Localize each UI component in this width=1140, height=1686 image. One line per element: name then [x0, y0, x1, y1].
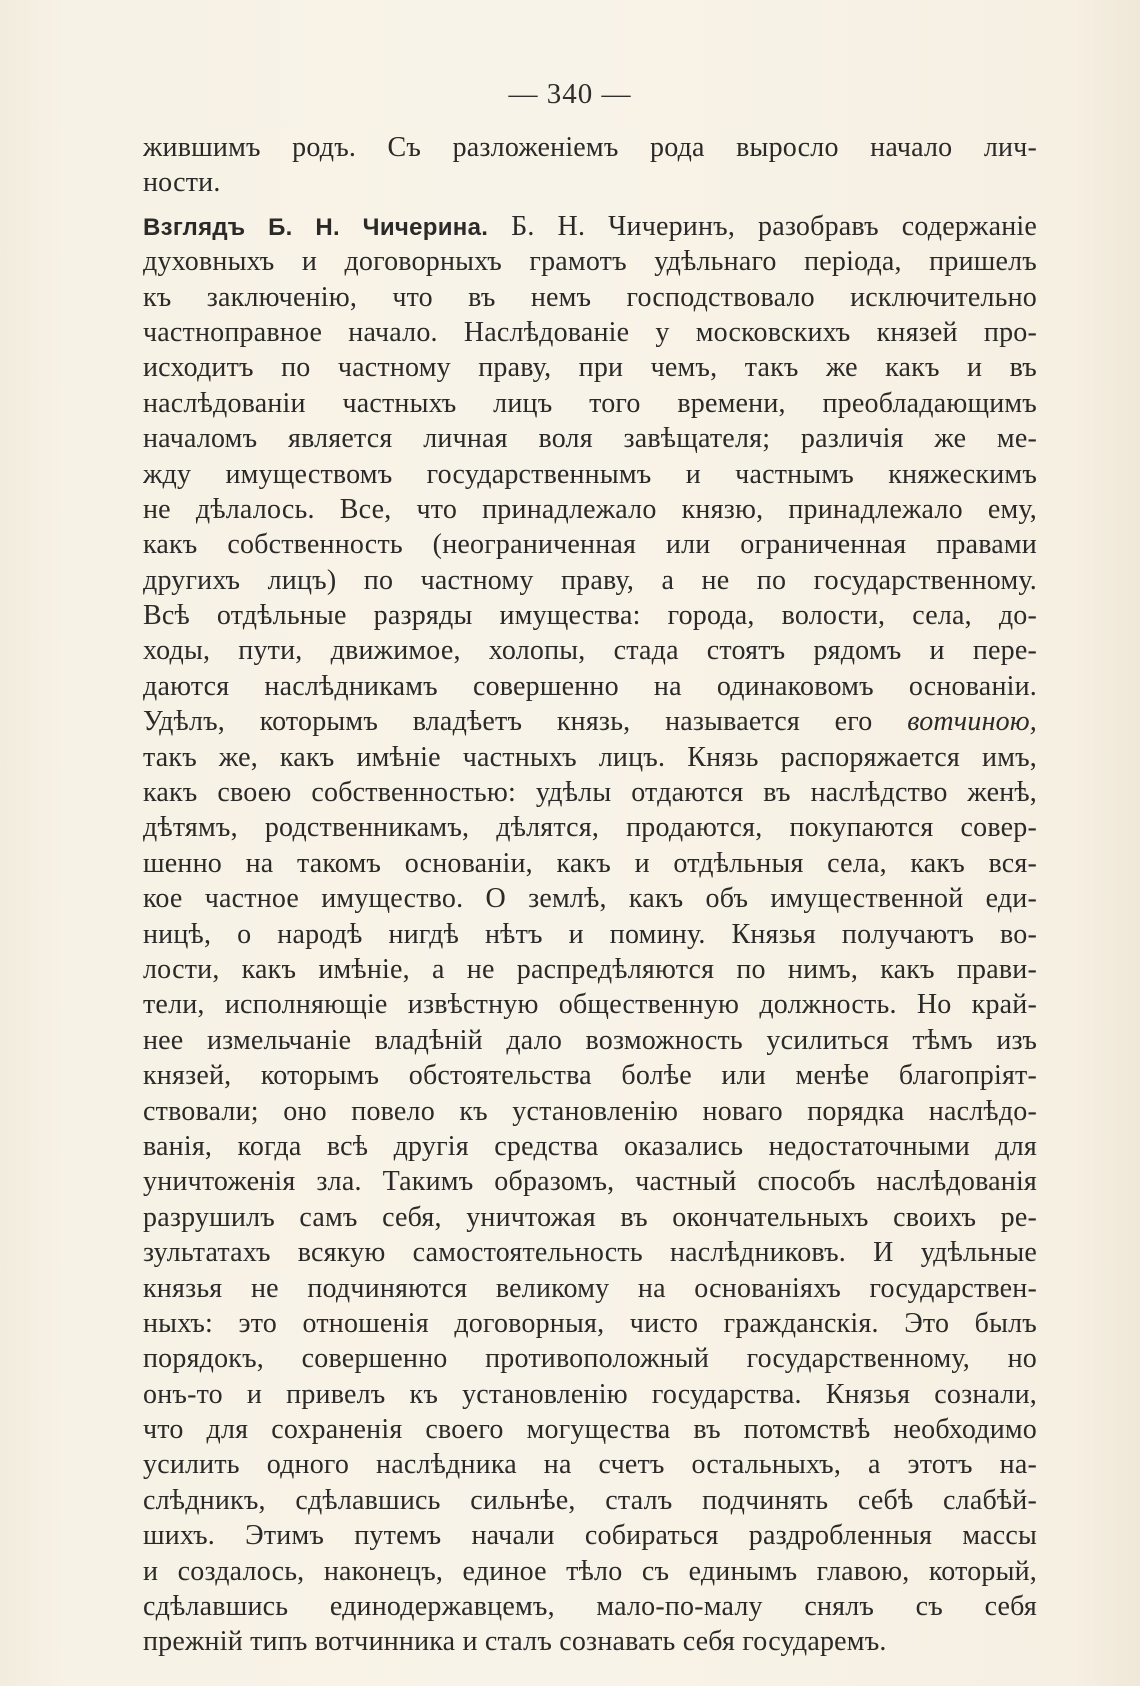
- text-line: даются наслѣдникамъ совершенно на одинаковомъ основаніи.: [143, 670, 1037, 702]
- text-line: и создалось, наконецъ, единое тѣло съ единымъ главою, который,: [143, 1555, 1037, 1587]
- text-line: исходитъ по частному праву, при чемъ, такъ же какъ и въ: [143, 352, 1037, 384]
- text-line: князей, которымъ обстоятельства болѣе или менѣе благопріят-: [143, 1060, 1037, 1092]
- text-line: уничтоженія зла. Такимъ образомъ, частный способъ наслѣдованія: [143, 1166, 1037, 1198]
- text-line: наслѣдованіи частныхъ лицъ того времени, преобладающимъ: [143, 387, 1037, 419]
- first-line-rest: Б. Н. Чичеринъ, разобравъ содержаніе: [511, 210, 1037, 242]
- text-line: нее измельчаніе владѣній дало возможность усилиться тѣмъ изъ: [143, 1024, 1037, 1056]
- emphasized-word: вотчиною,: [907, 706, 1037, 738]
- text-line: ствовали; оно повело къ установленію новаго порядка наслѣдо-: [143, 1095, 1037, 1127]
- line-text: Удѣлъ, которымъ владѣетъ князь, называется его: [143, 706, 873, 738]
- text-line: жившимъ родъ. Съ разложеніемъ рода выросло начало лич-: [143, 132, 1037, 163]
- text-line: ванія, когда всѣ другія средства оказались недостаточными для: [143, 1130, 1037, 1162]
- text-line: жду имуществомъ государственнымъ и частнымъ княжескимъ: [143, 458, 1037, 490]
- text-line: князья не подчиняются великому на основаніяхъ государствен-: [143, 1272, 1037, 1304]
- text-line: духовныхъ и договорныхъ грамотъ удѣльнаго періода, пришелъ: [143, 246, 1037, 278]
- run-in-heading: Взглядъ Б. Н. Чичерина.: [143, 213, 489, 241]
- text-line: ности.: [143, 167, 221, 199]
- text-line: шенно на такомъ основаніи, какъ и отдѣльныя села, какъ вся-: [143, 847, 1037, 879]
- text-line: порядокъ, совершенно противоположный государственному, но: [143, 1343, 1037, 1375]
- text-line: онъ-то и привелъ къ установленію государства. Князья сознали,: [143, 1378, 1037, 1410]
- paragraph-1: [143, 130, 1037, 201]
- text-line: ницѣ, о народѣ нигдѣ нѣтъ и помину. Князья получаютъ во-: [143, 918, 1037, 950]
- text-line: тели, исполняющіе извѣстную общественную должность. Но край-: [143, 989, 1037, 1021]
- text-line: разрушилъ самъ себя, уничтожая въ окончательныхъ своихъ ре-: [143, 1201, 1037, 1233]
- text-line: ходы, пути, движимое, холопы, стада стоятъ рядомъ и пере-: [143, 635, 1037, 667]
- text-line-with-emphasis: [143, 704, 1037, 739]
- text-line: къ заключенію, что въ немъ господствовало исключительно: [143, 281, 1037, 313]
- text-line: такъ же, какъ имѣніе частныхъ лицъ. Князь распоряжается имъ,: [143, 741, 1037, 773]
- text-line: сдѣлавшись единодержавцемъ, мало-по-малу снялъ съ себя: [143, 1591, 1037, 1623]
- body-text: [143, 130, 1037, 1660]
- text-line: прежній типъ вотчинника и сталъ сознавать себя государемъ.: [143, 1626, 887, 1658]
- text-line: лости, какъ имѣніе, а не распредѣляются по нимъ, какъ прави-: [143, 953, 1037, 985]
- text-line: какъ собственность (неограниченная или ограниченная правами: [143, 529, 1037, 561]
- text-line-first: [143, 209, 1037, 244]
- text-line: что для сохраненія своего могущества въ потомствѣ необходимо: [143, 1414, 1037, 1446]
- text-line: не дѣлалось. Все, что принадлежало князю, принадлежало ему,: [143, 493, 1037, 525]
- text-line: ныхъ: это отношенія договорныя, чисто гражданскія. Это былъ: [143, 1307, 1037, 1339]
- text-line: частноправное начало. Наслѣдованіе у московскихъ князей про-: [143, 316, 1037, 348]
- text-line: Всѣ отдѣльные разряды имущества: города, волости, села, до-: [143, 600, 1037, 632]
- text-line: шихъ. Этимъ путемъ начали собираться раздробленныя массы: [143, 1520, 1037, 1552]
- text-line: усилить одного наслѣдника на счетъ остальныхъ, а этотъ на-: [143, 1449, 1037, 1481]
- text-line: какъ своею собственностью: удѣлы отдаются въ наслѣдство женѣ,: [143, 777, 1037, 809]
- text-line: слѣдникъ, сдѣлавшись сильнѣе, сталъ подчинять себѣ слабѣй-: [143, 1484, 1037, 1516]
- paragraph-2: [143, 209, 1037, 1660]
- text-line: дѣтямъ, родственникамъ, дѣлятся, продаются, покупаются совер-: [143, 812, 1037, 844]
- text-line: зультатахъ всякую самостоятельность наслѣдниковъ. И удѣльные: [143, 1237, 1037, 1269]
- text-line: другихъ лицъ) по частному праву, а не по государственному.: [143, 564, 1037, 596]
- page-number: — 340 —: [508, 78, 632, 110]
- text-line: кое частное имущество. О землѣ, какъ объ имущественной еди-: [143, 883, 1037, 915]
- text-line: началомъ является личная воля завѣщателя; различія же ме-: [143, 423, 1037, 455]
